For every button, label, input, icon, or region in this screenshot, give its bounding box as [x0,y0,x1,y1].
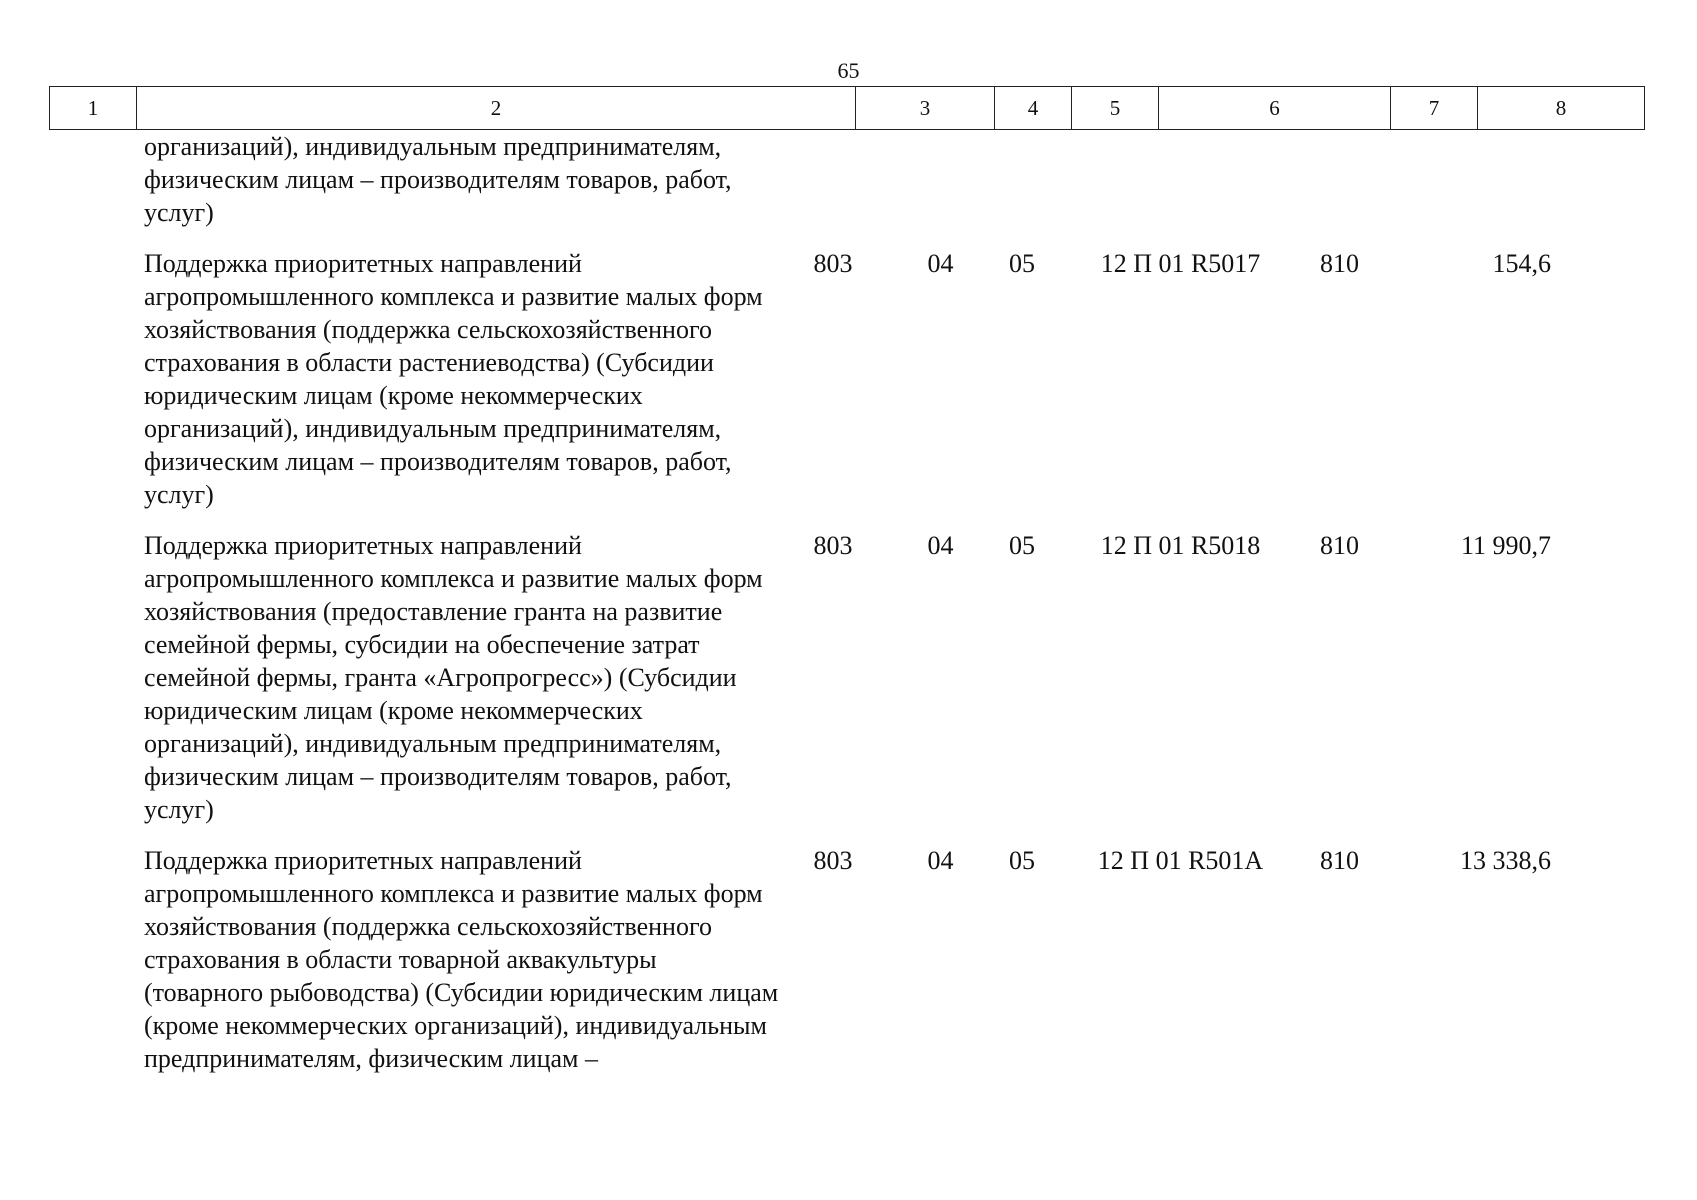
description-line: организаций), индивидуальным предпринимателям, [144,729,722,758]
description-line: страхования в области товарной аквакультуры [144,945,657,974]
description-line: физическим лицам – производителям товаров, работ, [144,447,732,476]
description-line: Поддержка приоритетных направлений [144,249,582,278]
ministry-code: 803 [813,531,853,560]
description-line: (товарного рыбоводства) (Субсидии юридическим лицам [144,978,779,1007]
amount: 11 990,7 [1460,531,1551,560]
target-article-code: 12 П 01 R501А [1097,846,1264,875]
column-header-2: 2 [137,87,856,130]
ministry-code: 803 [813,846,853,875]
row-description [49,529,764,826]
description-line: хозяйствования (поддержка сельскохозяйственного [144,315,712,344]
description-line: (кроме некоммерческих организаций), индивидуальным [144,1011,767,1040]
table-body [49,130,1644,1093]
column-header-3: 3 [856,87,995,130]
row-description [49,844,779,1075]
description-line: хозяйствования (поддержка сельскохозяйственного [144,912,712,941]
ministry-code: 803 [813,249,853,278]
description-line: предпринимателям, физическим лицам – [144,1044,598,1073]
column-header-7: 7 [1391,87,1478,130]
description-line: хозяйствования (предоставление гранта на развитие [144,597,723,626]
description-line: страхования в области растениеводства) (Субсидии [144,348,714,377]
column-header-1: 1 [50,87,137,130]
section-code: 04 [927,531,954,560]
row-description [49,247,764,511]
subsection-code: 05 [1009,531,1035,560]
description-line: Поддержка приоритетных направлений [144,846,582,875]
amount: 154,6 [1492,249,1551,278]
description-line: организаций), индивидуальным предпринимателям, [144,414,722,443]
description-line: агропромышленного комплекса и развитие малых форм [144,879,763,908]
table-row [49,529,1644,826]
description-line: физическим лицам – производителям товаров, работ, [144,165,732,194]
amount: 13 338,6 [1460,846,1551,875]
description-line: семейной фермы, субсидии на обеспечение затрат [144,630,700,659]
description-line: Поддержка приоритетных направлений [144,531,582,560]
row-description [49,130,764,229]
target-article-code: 12 П 01 R5017 [1100,249,1261,278]
section-code: 04 [927,846,954,875]
column-header-8: 8 [1478,87,1645,130]
description-line: организаций), индивидуальным предпринимателям, [144,132,722,161]
description-line: услуг) [144,198,214,227]
table-row [49,844,1644,1075]
description-line: услуг) [144,480,214,509]
column-header-4: 4 [995,87,1072,130]
column-header-table [49,86,1645,130]
column-header-5: 5 [1072,87,1159,130]
section-code: 04 [927,249,954,278]
description-line: физическим лицам – производителям товаров, работ, [144,762,732,791]
table-row [49,130,1644,229]
subsection-code: 05 [1009,249,1035,278]
description-line: услуг) [144,795,214,824]
description-line: юридическим лицам (кроме некоммерческих [144,381,643,410]
page-number: 65 [837,58,860,83]
expense-type-code: 810 [1320,249,1359,278]
column-header-row [50,87,1645,130]
column-header-6: 6 [1159,87,1391,130]
description-line: юридическим лицам (кроме некоммерческих [144,696,643,725]
expense-type-code: 810 [1320,531,1359,560]
description-line: агропромышленного комплекса и развитие малых форм [144,282,763,311]
table-row [49,247,1644,511]
expense-type-code: 810 [1320,846,1359,875]
description-line: семейной фермы, гранта «Агропрогресс») (Субсидии [144,663,737,692]
target-article-code: 12 П 01 R5018 [1100,531,1261,560]
description-line: агропромышленного комплекса и развитие малых форм [144,564,763,593]
subsection-code: 05 [1009,846,1035,875]
